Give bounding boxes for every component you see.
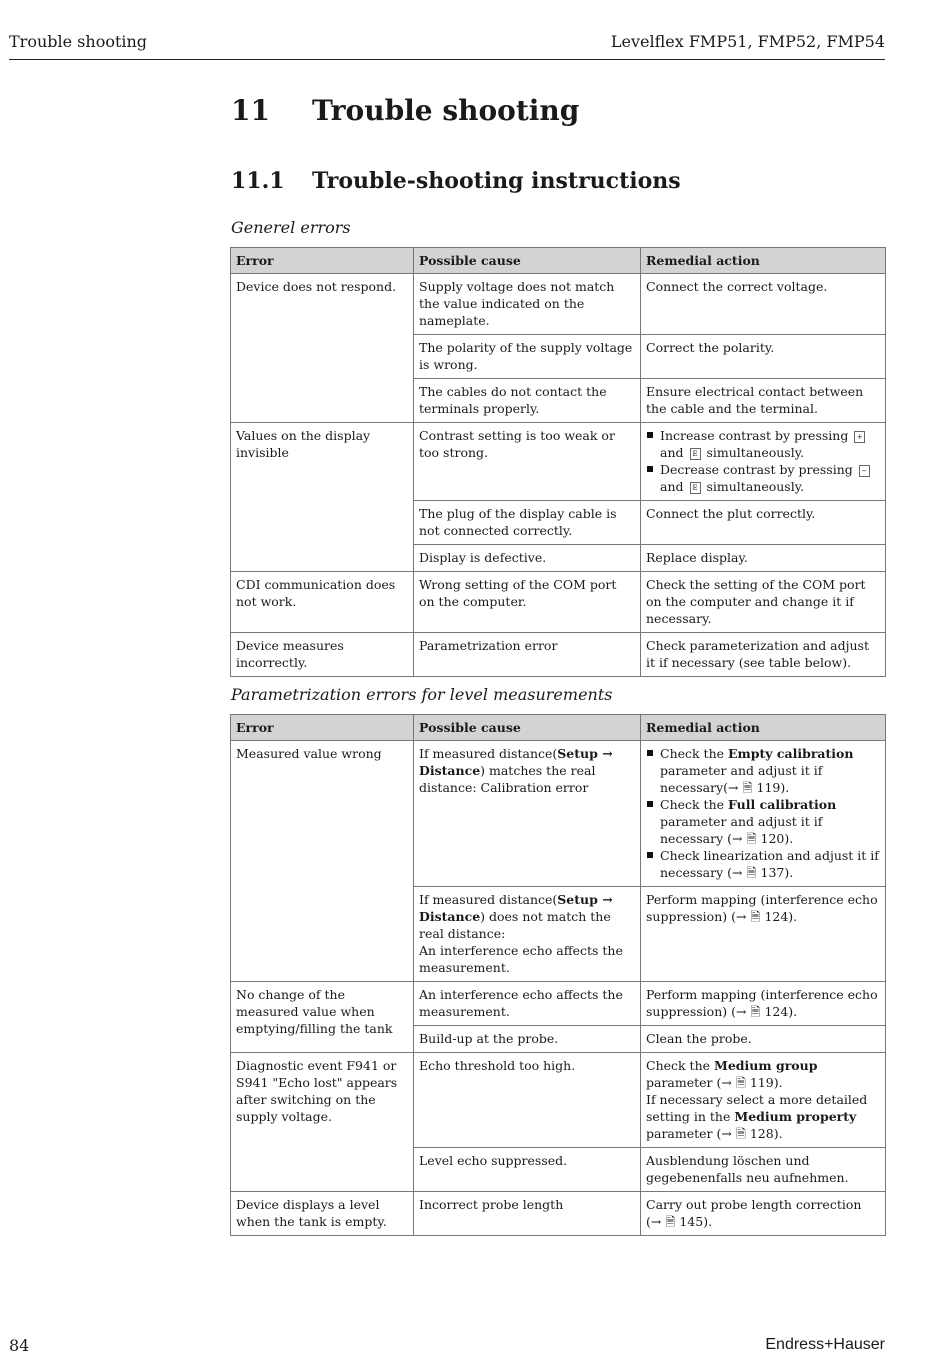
chapter-heading — [231, 94, 579, 127]
enter-key-icon: E — [690, 448, 701, 460]
action-cell: Check parameterization and adjust it if necessary (see table below). — [641, 633, 886, 677]
table1-caption: Generel errors — [231, 218, 351, 237]
action-cell: Check the Medium group parameter (→ 🗎 119). If necessary select a more detailed setting in the Medium property parameter (→ 🗎 128). — [641, 1053, 886, 1148]
table-row — [231, 423, 886, 501]
plus-key-icon: + — [854, 431, 865, 443]
error-cell: Measured value wrong — [231, 741, 414, 982]
section-heading — [231, 168, 681, 194]
chapter-number: 11 — [231, 94, 270, 127]
action-cell: Clean the probe. — [641, 1026, 886, 1053]
table-header-row — [231, 715, 886, 741]
cause-cell: The cables do not contact the terminals properly. — [414, 379, 641, 423]
header-section-title: Trouble shooting — [9, 32, 148, 51]
table-row — [231, 1192, 886, 1236]
brand-name: Endress+Hauser — [765, 1336, 885, 1353]
table-row — [231, 982, 886, 1026]
list-item: Increase contrast by pressing + and E simultaneously. — [646, 427, 880, 461]
header-action: Remedial action — [641, 248, 886, 274]
table-row — [231, 633, 886, 677]
action-cell: Perform mapping (interference echo suppression) (→ 🗎 124). — [641, 982, 886, 1026]
cause-cell: Incorrect probe length — [414, 1192, 641, 1236]
section-title: Trouble-shooting instructions — [312, 168, 681, 194]
general-errors-table — [230, 247, 886, 677]
cause-cell: Parametrization error — [414, 633, 641, 677]
list-item: Check the Full calibration parameter and adjust it if necessary (→ 🗎 120). — [646, 796, 880, 847]
error-cell: CDI communication does not work. — [231, 572, 414, 633]
page-header — [9, 30, 885, 60]
error-cell: Device displays a level when the tank is empty. — [231, 1192, 414, 1236]
error-cell: Values on the display invisible — [231, 423, 414, 572]
cause-cell: Contrast setting is too weak or too strong. — [414, 423, 641, 501]
section-number: 11.1 — [231, 168, 285, 194]
list-item: Check the Empty calibration parameter and adjust it if necessary(→ 🗎 119). — [646, 745, 880, 796]
header-error: Error — [231, 248, 414, 274]
action-cell: Correct the polarity. — [641, 335, 886, 379]
action-cell: Ensure electrical contact between the cable and the terminal. — [641, 379, 886, 423]
cause-cell: Build-up at the probe. — [414, 1026, 641, 1053]
action-cell: Carry out probe length correction (→ 🗎 145). — [641, 1192, 886, 1236]
table-row — [231, 274, 886, 335]
cause-cell: If measured distance(Setup → Distance) does not match the real distance: An interference echo affects the measurement. — [414, 887, 641, 982]
parametrization-errors-table — [230, 714, 886, 1236]
error-cell: Diagnostic event F941 or S941 "Echo lost" appears after switching on the supply voltage. — [231, 1053, 414, 1192]
header-cause: Possible cause — [414, 715, 641, 741]
action-cell: Check the setting of the COM port on the computer and change it if necessary. — [641, 572, 886, 633]
cause-cell: The plug of the display cable is not connected correctly. — [414, 501, 641, 545]
table-header-row — [231, 248, 886, 274]
cause-cell: The polarity of the supply voltage is wrong. — [414, 335, 641, 379]
list-item: Check linearization and adjust it if necessary (→ 🗎 137). — [646, 847, 880, 881]
cause-cell: Supply voltage does not match the value indicated on the nameplate. — [414, 274, 641, 335]
header-error: Error — [231, 715, 414, 741]
action-cell: Connect the plut correctly. — [641, 501, 886, 545]
table2-caption: Parametrization errors for level measurements — [231, 685, 613, 704]
table-row — [231, 741, 886, 887]
table-row — [231, 1053, 886, 1148]
header-product-name: Levelflex FMP51, FMP52, FMP54 — [610, 32, 885, 51]
cause-cell: If measured distance(Setup → Distance) matches the real distance: Calibration error — [414, 741, 641, 887]
error-cell: Device measures incorrectly. — [231, 633, 414, 677]
cause-cell: Level echo suppressed. — [414, 1148, 641, 1192]
action-cell: Perform mapping (interference echo suppression) (→ 🗎 124). — [641, 887, 886, 982]
list-item: Decrease contrast by pressing − and E simultaneously. — [646, 461, 880, 495]
cause-cell: Echo threshold too high. — [414, 1053, 641, 1148]
action-list — [646, 427, 880, 495]
action-cell: Replace display. — [641, 545, 886, 572]
chapter-title: Trouble shooting — [312, 94, 580, 127]
action-cell: Connect the correct voltage. — [641, 274, 886, 335]
page-number: 84 — [9, 1336, 30, 1355]
error-cell: Device does not respond. — [231, 274, 414, 423]
cause-cell: Display is defective. — [414, 545, 641, 572]
cause-cell: Wrong setting of the COM port on the computer. — [414, 572, 641, 633]
action-cell: Ausblendung löschen und gegebenenfalls neu aufnehmen. — [641, 1148, 886, 1192]
action-list — [646, 745, 880, 881]
enter-key-icon: E — [690, 482, 701, 494]
action-cell — [641, 741, 886, 887]
error-cell: No change of the measured value when emptying/filling the tank — [231, 982, 414, 1053]
header-cause: Possible cause — [414, 248, 641, 274]
table-row — [231, 572, 886, 633]
action-cell — [641, 423, 886, 501]
header-action: Remedial action — [641, 715, 886, 741]
cause-cell: An interference echo affects the measurement. — [414, 982, 641, 1026]
minus-key-icon: − — [859, 465, 870, 477]
